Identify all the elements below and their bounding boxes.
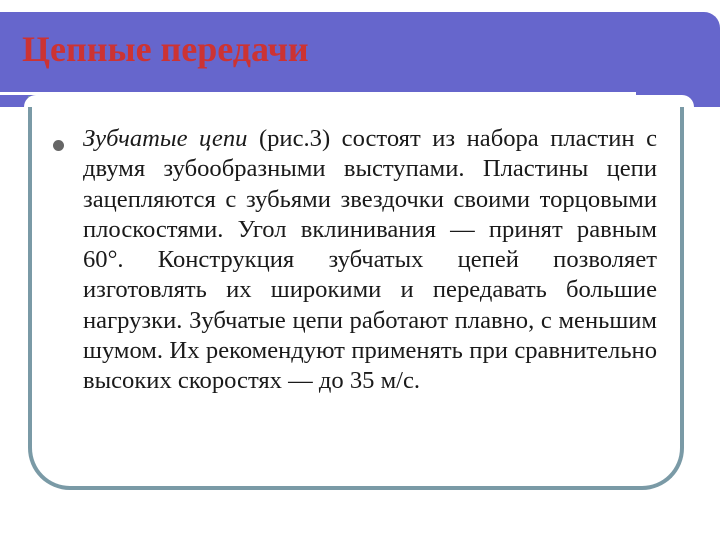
header-band-corner: [676, 12, 720, 107]
bullet-text: (рис.3) состоят из набора пластин с двумя зубообразными выступами. Пластины цепи зацепляются с зубьями звездочки своими торцовыми плоскостями. Угол вклинивания — принят равным 60°. Конструкция зубчатых цепей позволяет изготовлять их широкими и передавать большие нагрузки. Зубчатые цепи работают плавно, с меньшим шумом. Их рекомендуют применять при сравнительно высоких скоростях — до 35 м/с.: [83, 125, 657, 395]
slide-title: Цепные передачи: [22, 29, 309, 69]
content-frame-top: [24, 95, 694, 107]
bullet-dot-icon: [53, 140, 64, 151]
bullet-paragraph: [83, 124, 657, 397]
bullet-term: Зубчатые цепи: [83, 125, 248, 152]
